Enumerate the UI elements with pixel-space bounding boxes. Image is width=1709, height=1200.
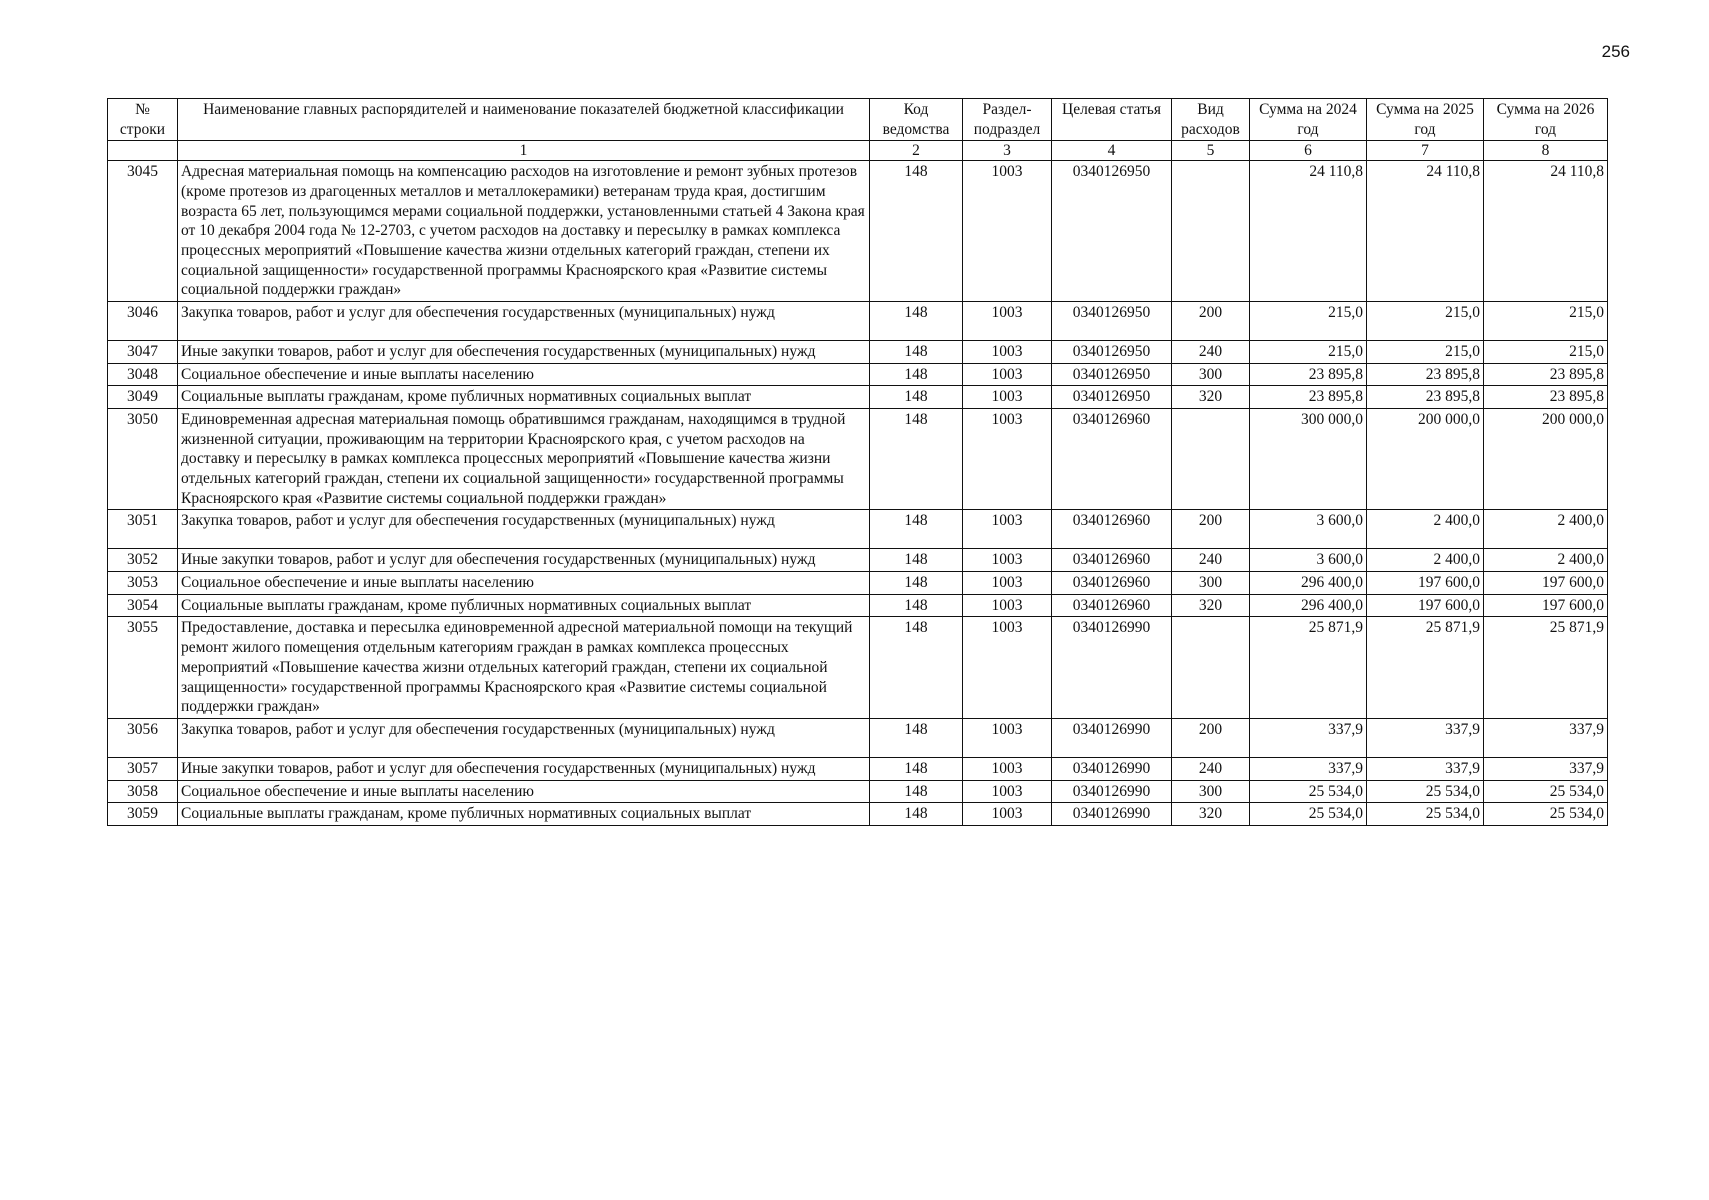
table-row bbox=[108, 594, 1608, 617]
row-target: 0340126960 bbox=[1052, 409, 1172, 510]
row-name: Закупка товаров, работ и услуг для обеспечения государственных (муниципальных) нужд bbox=[178, 510, 870, 549]
row-number: 3053 bbox=[108, 572, 178, 595]
row-target: 0340126990 bbox=[1052, 780, 1172, 803]
row-target: 0340126990 bbox=[1052, 757, 1172, 780]
row-sum-2024: 23 895,8 bbox=[1250, 363, 1367, 386]
row-sum-2025: 25 534,0 bbox=[1367, 780, 1484, 803]
column-index: 4 bbox=[1052, 141, 1172, 161]
header-sum-2026: Сумма на 2026 год bbox=[1484, 99, 1608, 141]
row-target: 0340126990 bbox=[1052, 617, 1172, 718]
table-row bbox=[108, 757, 1608, 780]
column-index: 1 bbox=[178, 141, 870, 161]
row-sum-2024: 25 871,9 bbox=[1250, 617, 1367, 718]
header-kind: Вид расходов bbox=[1172, 99, 1250, 141]
row-code: 148 bbox=[870, 803, 963, 826]
row-kind: 240 bbox=[1172, 757, 1250, 780]
row-kind: 320 bbox=[1172, 386, 1250, 409]
row-number: 3051 bbox=[108, 510, 178, 549]
column-index-row bbox=[108, 141, 1608, 161]
row-section: 1003 bbox=[963, 409, 1052, 510]
row-sum-2026: 24 110,8 bbox=[1484, 161, 1608, 302]
row-code: 148 bbox=[870, 302, 963, 341]
row-sum-2025: 200 000,0 bbox=[1367, 409, 1484, 510]
row-sum-2024: 3 600,0 bbox=[1250, 510, 1367, 549]
row-sum-2024: 296 400,0 bbox=[1250, 594, 1367, 617]
row-kind: 300 bbox=[1172, 363, 1250, 386]
row-code: 148 bbox=[870, 780, 963, 803]
row-sum-2024: 300 000,0 bbox=[1250, 409, 1367, 510]
row-sum-2024: 25 534,0 bbox=[1250, 803, 1367, 826]
row-target: 0340126950 bbox=[1052, 363, 1172, 386]
column-index: 2 bbox=[870, 141, 963, 161]
row-code: 148 bbox=[870, 386, 963, 409]
row-code: 148 bbox=[870, 718, 963, 757]
row-name: Адресная материальная помощь на компенсацию расходов на изготовление и ремонт зубных протезов (кроме протезов из драгоценных металлов и металлокерамики) ветеранам труда края, достигшим возраста 65 лет, пользующимся мерами социальной поддержки, установленными статьей 4 Закона края от 10 декабря 2004 года № 12-2703, с учетом расходов на доставку и пересылку в рамках комплекса процессных мероприятий «Повышение качества жизни отдельных категорий граждан, степени их социальной защищенности» государственной программы Красноярского края «Развитие системы социальной поддержки граждан» bbox=[178, 161, 870, 302]
row-sum-2025: 2 400,0 bbox=[1367, 510, 1484, 549]
table-row bbox=[108, 803, 1608, 826]
row-code: 148 bbox=[870, 341, 963, 364]
header-row-no: № строки bbox=[108, 99, 178, 141]
row-name: Единовременная адресная материальная помощь обратившимся гражданам, находящимся в трудной жизненной ситуации, проживающим на территории Красноярского края, с учетом расходов на доставку и пересылку в рамках комплекса процессных мероприятий «Повышение качества жизни отдельных категорий граждан, степени их социальной защищенности» государственной программы Красноярского края «Развитие системы социальной поддержки граждан» bbox=[178, 409, 870, 510]
row-sum-2025: 215,0 bbox=[1367, 302, 1484, 341]
row-target: 0340126990 bbox=[1052, 803, 1172, 826]
row-target: 0340126990 bbox=[1052, 718, 1172, 757]
row-code: 148 bbox=[870, 549, 963, 572]
row-kind bbox=[1172, 161, 1250, 302]
row-target: 0340126960 bbox=[1052, 510, 1172, 549]
row-sum-2024: 25 534,0 bbox=[1250, 780, 1367, 803]
row-kind bbox=[1172, 409, 1250, 510]
row-target: 0340126950 bbox=[1052, 161, 1172, 302]
row-code: 148 bbox=[870, 363, 963, 386]
row-sum-2024: 24 110,8 bbox=[1250, 161, 1367, 302]
row-section: 1003 bbox=[963, 594, 1052, 617]
row-number: 3047 bbox=[108, 341, 178, 364]
row-number: 3056 bbox=[108, 718, 178, 757]
row-sum-2026: 2 400,0 bbox=[1484, 510, 1608, 549]
column-index: 5 bbox=[1172, 141, 1250, 161]
budget-table bbox=[107, 98, 1608, 826]
table-row bbox=[108, 341, 1608, 364]
row-number: 3059 bbox=[108, 803, 178, 826]
row-sum-2024: 215,0 bbox=[1250, 341, 1367, 364]
row-name: Социальные выплаты гражданам, кроме публичных нормативных социальных выплат bbox=[178, 803, 870, 826]
row-kind bbox=[1172, 617, 1250, 718]
row-sum-2026: 25 534,0 bbox=[1484, 780, 1608, 803]
row-sum-2025: 23 895,8 bbox=[1367, 386, 1484, 409]
row-kind: 320 bbox=[1172, 594, 1250, 617]
row-target: 0340126960 bbox=[1052, 572, 1172, 595]
table-row bbox=[108, 780, 1608, 803]
row-number: 3052 bbox=[108, 549, 178, 572]
row-section: 1003 bbox=[963, 302, 1052, 341]
column-index: 7 bbox=[1367, 141, 1484, 161]
row-sum-2025: 25 534,0 bbox=[1367, 803, 1484, 826]
row-sum-2026: 23 895,8 bbox=[1484, 363, 1608, 386]
page-number: 256 bbox=[1601, 42, 1630, 61]
row-code: 148 bbox=[870, 617, 963, 718]
header-sum-2024: Сумма на 2024 год bbox=[1250, 99, 1367, 141]
table-row bbox=[108, 572, 1608, 595]
row-number: 3055 bbox=[108, 617, 178, 718]
table-row bbox=[108, 549, 1608, 572]
row-code: 148 bbox=[870, 594, 963, 617]
row-kind: 200 bbox=[1172, 510, 1250, 549]
row-sum-2026: 23 895,8 bbox=[1484, 386, 1608, 409]
row-number: 3048 bbox=[108, 363, 178, 386]
row-target: 0340126960 bbox=[1052, 549, 1172, 572]
row-sum-2025: 24 110,8 bbox=[1367, 161, 1484, 302]
row-name: Иные закупки товаров, работ и услуг для обеспечения государственных (муниципальных) нужд bbox=[178, 341, 870, 364]
row-section: 1003 bbox=[963, 549, 1052, 572]
row-name: Иные закупки товаров, работ и услуг для обеспечения государственных (муниципальных) нужд bbox=[178, 757, 870, 780]
row-number: 3045 bbox=[108, 161, 178, 302]
row-sum-2026: 215,0 bbox=[1484, 302, 1608, 341]
row-sum-2024: 3 600,0 bbox=[1250, 549, 1367, 572]
row-sum-2025: 23 895,8 bbox=[1367, 363, 1484, 386]
table-row bbox=[108, 409, 1608, 510]
row-name: Иные закупки товаров, работ и услуг для обеспечения государственных (муниципальных) нужд bbox=[178, 549, 870, 572]
row-sum-2024: 337,9 bbox=[1250, 757, 1367, 780]
row-code: 148 bbox=[870, 409, 963, 510]
table-row bbox=[108, 161, 1608, 302]
row-target: 0340126950 bbox=[1052, 302, 1172, 341]
row-name: Социальное обеспечение и иные выплаты населению bbox=[178, 572, 870, 595]
column-index-blank bbox=[108, 141, 178, 161]
header-code: Код ведомства bbox=[870, 99, 963, 141]
row-name: Закупка товаров, работ и услуг для обеспечения государственных (муниципальных) нужд bbox=[178, 302, 870, 341]
row-sum-2025: 337,9 bbox=[1367, 718, 1484, 757]
row-sum-2025: 197 600,0 bbox=[1367, 572, 1484, 595]
table-row bbox=[108, 510, 1608, 549]
row-section: 1003 bbox=[963, 617, 1052, 718]
row-number: 3046 bbox=[108, 302, 178, 341]
row-number: 3057 bbox=[108, 757, 178, 780]
row-section: 1003 bbox=[963, 572, 1052, 595]
table-header-row bbox=[108, 99, 1608, 141]
row-name: Социальное обеспечение и иные выплаты населению bbox=[178, 780, 870, 803]
row-sum-2026: 200 000,0 bbox=[1484, 409, 1608, 510]
header-target: Целевая статья bbox=[1052, 99, 1172, 141]
row-kind: 300 bbox=[1172, 780, 1250, 803]
row-sum-2026: 197 600,0 bbox=[1484, 572, 1608, 595]
row-section: 1003 bbox=[963, 780, 1052, 803]
row-code: 148 bbox=[870, 757, 963, 780]
row-name: Закупка товаров, работ и услуг для обеспечения государственных (муниципальных) нужд bbox=[178, 718, 870, 757]
row-sum-2025: 2 400,0 bbox=[1367, 549, 1484, 572]
row-kind: 320 bbox=[1172, 803, 1250, 826]
header-section: Раздел-подраздел bbox=[963, 99, 1052, 141]
row-sum-2024: 337,9 bbox=[1250, 718, 1367, 757]
row-code: 148 bbox=[870, 161, 963, 302]
row-sum-2024: 23 895,8 bbox=[1250, 386, 1367, 409]
row-section: 1003 bbox=[963, 341, 1052, 364]
row-sum-2026: 215,0 bbox=[1484, 341, 1608, 364]
column-index: 3 bbox=[963, 141, 1052, 161]
row-section: 1003 bbox=[963, 161, 1052, 302]
row-section: 1003 bbox=[963, 386, 1052, 409]
row-sum-2024: 215,0 bbox=[1250, 302, 1367, 341]
table-row bbox=[108, 363, 1608, 386]
row-sum-2025: 197 600,0 bbox=[1367, 594, 1484, 617]
row-sum-2024: 296 400,0 bbox=[1250, 572, 1367, 595]
column-index: 8 bbox=[1484, 141, 1608, 161]
row-kind: 200 bbox=[1172, 718, 1250, 757]
row-sum-2026: 337,9 bbox=[1484, 757, 1608, 780]
row-sum-2026: 2 400,0 bbox=[1484, 549, 1608, 572]
header-sum-2025: Сумма на 2025 год bbox=[1367, 99, 1484, 141]
row-code: 148 bbox=[870, 572, 963, 595]
row-name: Предоставление, доставка и пересылка единовременной адресной материальной помощи на текущий ремонт жилого помещения отдельным категориям граждан в рамках комплекса процессных мероприятий «Повышение качества жизни отдельных категорий граждан, степени их социальной защищенности» государственной программы Красноярского края «Развитие системы социальной поддержки граждан» bbox=[178, 617, 870, 718]
row-sum-2025: 215,0 bbox=[1367, 341, 1484, 364]
row-kind: 240 bbox=[1172, 549, 1250, 572]
row-kind: 240 bbox=[1172, 341, 1250, 364]
row-section: 1003 bbox=[963, 510, 1052, 549]
row-sum-2026: 197 600,0 bbox=[1484, 594, 1608, 617]
table-row bbox=[108, 386, 1608, 409]
table-row bbox=[108, 617, 1608, 718]
row-name: Социальные выплаты гражданам, кроме публичных нормативных социальных выплат bbox=[178, 594, 870, 617]
row-number: 3058 bbox=[108, 780, 178, 803]
row-kind: 300 bbox=[1172, 572, 1250, 595]
row-name: Социальные выплаты гражданам, кроме публичных нормативных социальных выплат bbox=[178, 386, 870, 409]
row-number: 3049 bbox=[108, 386, 178, 409]
header-name: Наименование главных распорядителей и наименование показателей бюджетной классификации bbox=[178, 99, 870, 141]
row-target: 0340126950 bbox=[1052, 341, 1172, 364]
row-sum-2026: 337,9 bbox=[1484, 718, 1608, 757]
row-kind: 200 bbox=[1172, 302, 1250, 341]
row-section: 1003 bbox=[963, 803, 1052, 826]
row-section: 1003 bbox=[963, 363, 1052, 386]
row-sum-2025: 25 871,9 bbox=[1367, 617, 1484, 718]
row-number: 3054 bbox=[108, 594, 178, 617]
row-sum-2025: 337,9 bbox=[1367, 757, 1484, 780]
row-sum-2026: 25 534,0 bbox=[1484, 803, 1608, 826]
column-index: 6 bbox=[1250, 141, 1367, 161]
row-target: 0340126960 bbox=[1052, 594, 1172, 617]
table-row bbox=[108, 718, 1608, 757]
row-target: 0340126950 bbox=[1052, 386, 1172, 409]
row-section: 1003 bbox=[963, 757, 1052, 780]
table-row bbox=[108, 302, 1608, 341]
row-number: 3050 bbox=[108, 409, 178, 510]
row-name: Социальное обеспечение и иные выплаты населению bbox=[178, 363, 870, 386]
row-code: 148 bbox=[870, 510, 963, 549]
row-section: 1003 bbox=[963, 718, 1052, 757]
row-sum-2026: 25 871,9 bbox=[1484, 617, 1608, 718]
